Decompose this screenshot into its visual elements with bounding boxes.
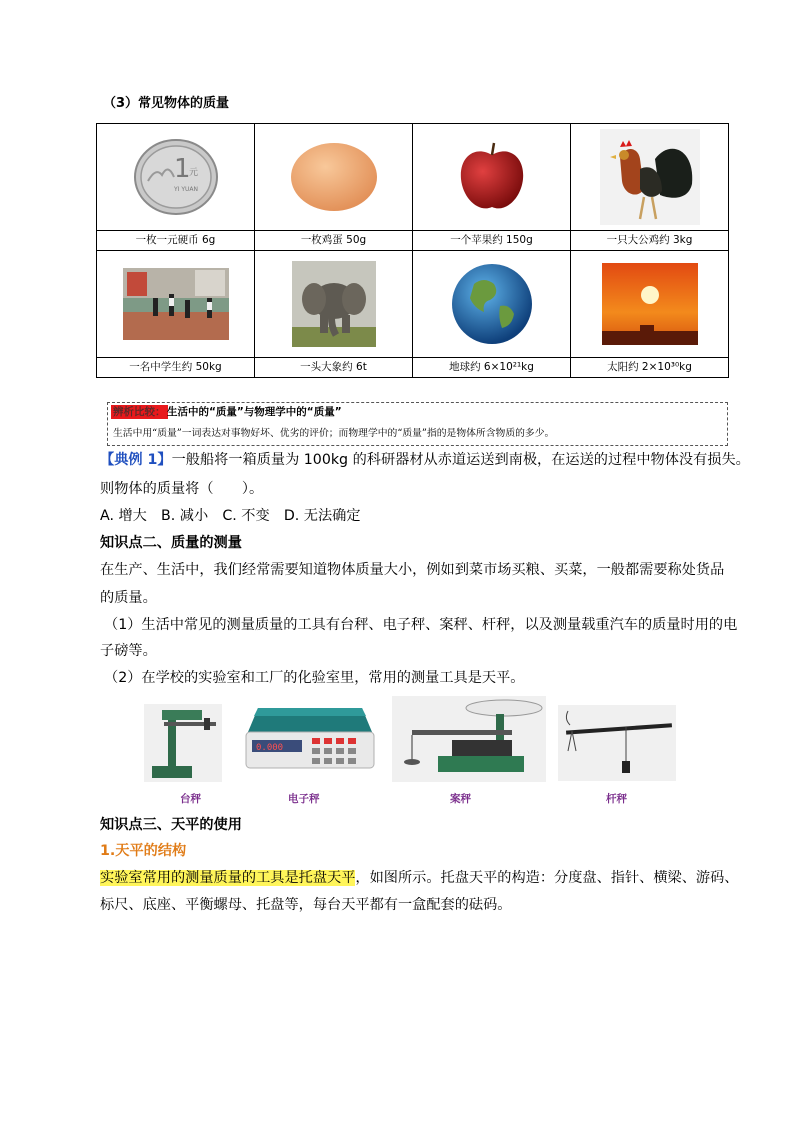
scale-label-electronic: 电子秤: [288, 793, 320, 805]
example1-options: A. 增大 B. 减小 C. 不变 D. 无法确定: [100, 508, 361, 524]
egg-cell: [255, 124, 413, 231]
sun-cell: [571, 251, 729, 358]
caption-rooster: 一只大公鸡约 3kg: [571, 231, 729, 251]
compare-title: 生活中的“质量”与物理学中的“质量”: [167, 406, 342, 418]
caption-elephant: 一头大象约 6t: [255, 358, 413, 378]
coin-en: YI YUAN: [173, 186, 198, 193]
kp2-p1-line1: [100, 560, 724, 580]
example1-line2: 则物体的质量将（ ）。: [100, 481, 264, 497]
kp2-title: 知识点二、质量的测量: [100, 535, 242, 551]
students-image: [123, 268, 229, 340]
sun-image: [602, 263, 698, 345]
mass-table: [96, 123, 729, 378]
apple-image: [457, 141, 527, 213]
rooster-cell: [571, 124, 729, 231]
compare-tag: 辨析比较：: [113, 406, 166, 418]
caption-egg: 一枚鸡蛋 50g: [255, 231, 413, 251]
kp3-line1: [100, 868, 738, 888]
kp2-p1-line2: 的质量。: [100, 590, 157, 606]
kp3-subtitle: 1.天平的结构: [100, 843, 187, 859]
section-title: （3）常见物体的质量: [103, 96, 230, 111]
kp3-rest1: ，如图所示。托盘天平的构造：分度盘、指针、横梁、游码、: [355, 870, 739, 886]
example1-text1: 一般船将一箱质量为 100kg 的科研器材从赤道运送到南极，在运送的过程中物体没有损失。: [171, 452, 750, 468]
coin-cell: [97, 124, 255, 231]
kp2-p3: （2）在学校的实验室和工厂的化验室里，常用的测量工具是天平。: [104, 670, 525, 686]
coin-unit: 元: [188, 168, 198, 178]
kp3-highlight: 实验室常用的测量质量的工具是托盘天平: [100, 870, 356, 886]
platform-scale-image: [144, 704, 222, 782]
caption-coin: 一枚一元硬币 6g: [97, 231, 255, 251]
earth-cell: [413, 251, 571, 358]
kp2-p2-line1: （1）生活中常见的测量质量的工具有台秤、电子秤、案秤、杆秤，以及测量载重汽车的质量时用的电: [104, 617, 738, 633]
coin-digit: 1: [173, 154, 191, 184]
scale-label-steelyard: 杆秤: [606, 793, 627, 805]
caption-sun: 太阳约 2×10³⁰kg: [571, 358, 729, 378]
electronic-scale-image: [238, 698, 378, 782]
scale-label-counter: 案秤: [450, 793, 471, 805]
caption-earth: 地球约 6×10²¹kg: [413, 358, 571, 378]
rooster-image: [600, 129, 700, 225]
example1-tag: 【典例 1】: [100, 452, 172, 468]
compare-body: 生活中用“质量”一词表达对事物好坏、优劣的评价；而物理学中的“质量”指的是物体所含物质的多少。: [113, 428, 555, 439]
kp2-p2-line2: 子磅等。: [100, 643, 157, 659]
egg-image: [289, 140, 379, 214]
apple-cell: [413, 124, 571, 231]
caption-student: 一名中学生约 50kg: [97, 358, 255, 378]
example1-line1: [100, 450, 750, 470]
elephant-image: [292, 261, 376, 347]
coin-image: [134, 139, 218, 215]
compare-box: [107, 402, 728, 446]
caption-apple: 一个苹果约 150g: [413, 231, 571, 251]
earth-image: [450, 262, 534, 346]
scale-display: 0.000: [256, 743, 284, 753]
student-cell: [97, 251, 255, 358]
elephant-cell: [255, 251, 413, 358]
kp2-p1-text1: 在生产、生活中，我们经常需要知道物体质量大小，例如到菜市场买粮、买菜，一般都需要称处货品: [100, 562, 725, 578]
kp3-title: 知识点三、天平的使用: [100, 817, 242, 833]
kp3-line2: 标尺、底座、平衡螺母、托盘等，每台天平都有一盒配套的砝码。: [100, 897, 512, 913]
counter-scale-image: [392, 696, 546, 782]
scale-label-platform: 台秤: [180, 793, 201, 805]
steelyard-image: [558, 705, 676, 781]
